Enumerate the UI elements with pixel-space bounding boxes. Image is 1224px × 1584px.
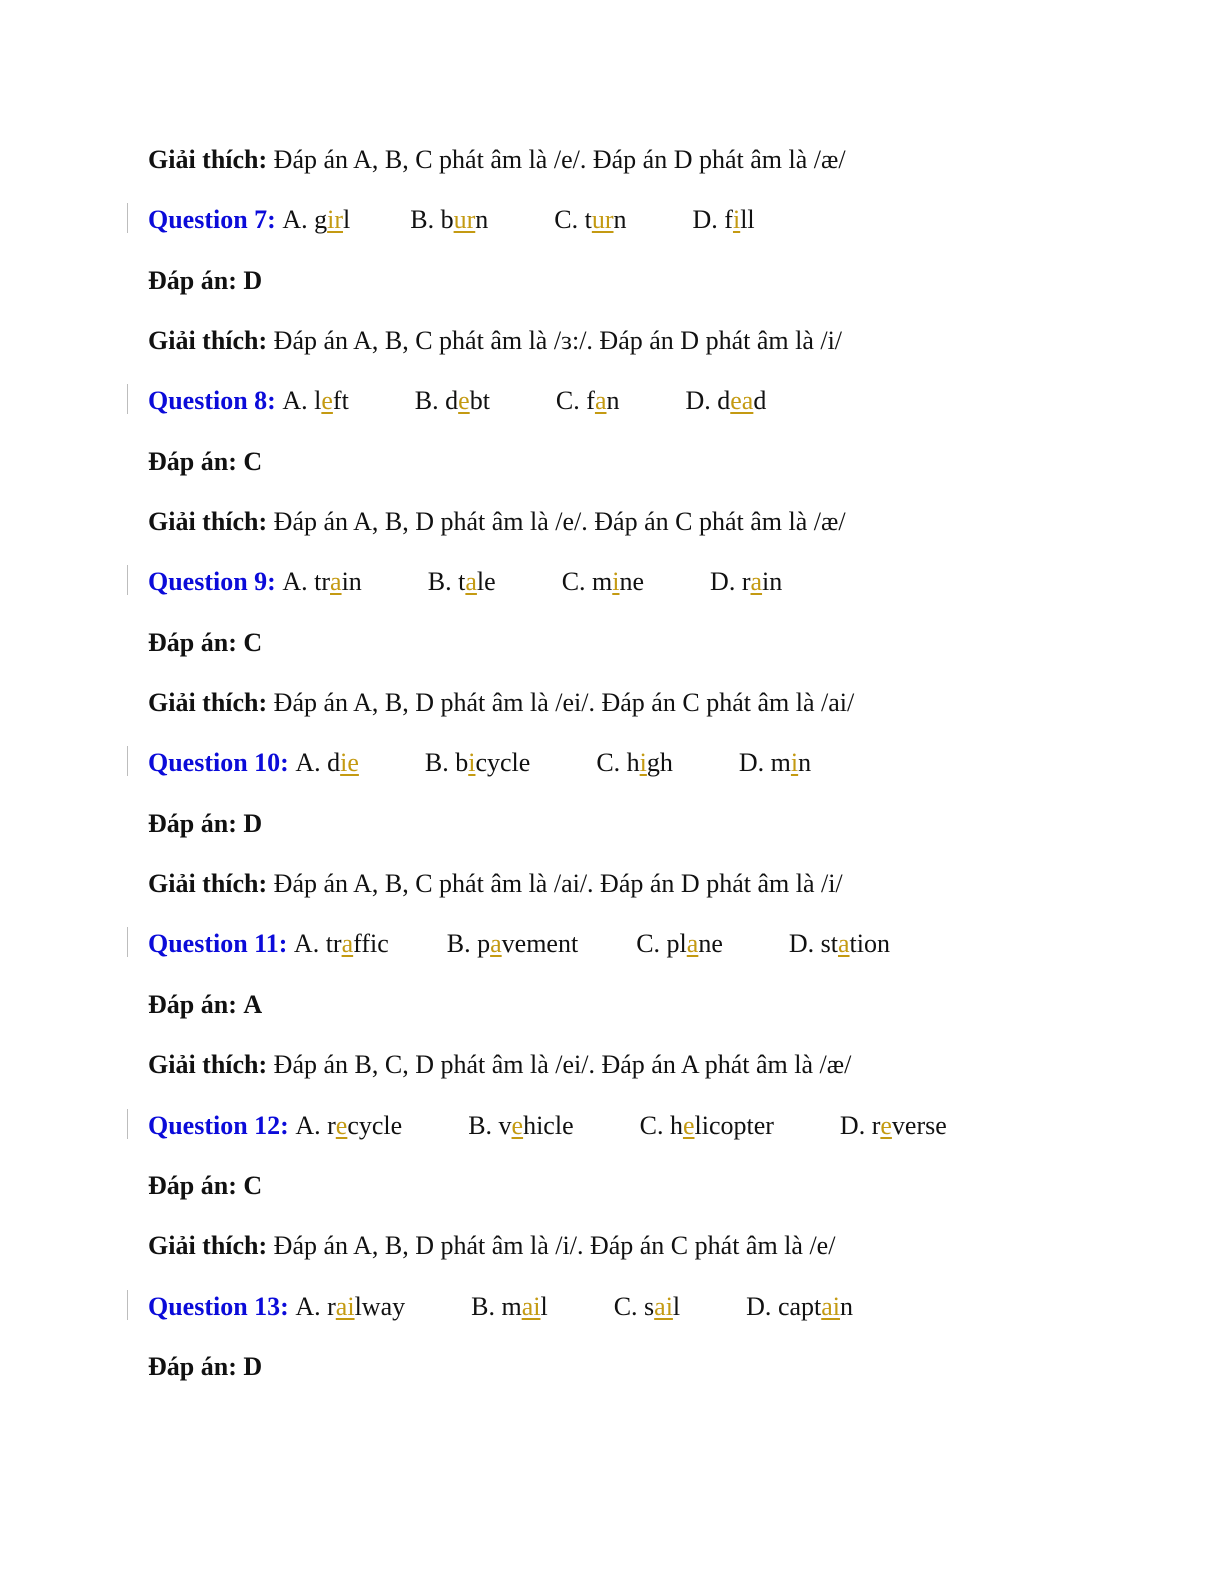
option-letter: A.: [282, 386, 308, 416]
option-letter: A.: [282, 567, 308, 597]
option-letter: C.: [554, 205, 579, 235]
option-a: [295, 743, 359, 783]
option-b: [471, 1287, 548, 1327]
question-line: [148, 1106, 1148, 1166]
word-part: f: [724, 205, 733, 235]
option-letter: B.: [414, 386, 439, 416]
option-a: [295, 1106, 402, 1146]
word-part: h: [669, 1110, 683, 1140]
option-letter: B.: [471, 1291, 495, 1321]
word-part: cycle: [347, 1110, 403, 1140]
option-letter: B.: [468, 1110, 493, 1140]
highlighted-sound: i: [468, 748, 476, 778]
highlighted-sound: i: [732, 205, 741, 235]
word-part: ft: [332, 386, 349, 416]
option-d: [746, 1287, 853, 1327]
option-c: [640, 1106, 774, 1146]
highlighted-sound: ai: [521, 1291, 541, 1321]
highlighted-sound: i: [639, 748, 647, 778]
answer-label: Đáp án:: [148, 627, 237, 657]
word-part: in: [341, 567, 362, 597]
option-a: [282, 381, 348, 421]
word-part: ne: [698, 929, 723, 959]
option-letter: B.: [410, 205, 435, 235]
option-b: [428, 562, 496, 602]
answer-value: D: [243, 265, 263, 295]
highlighted-sound: ur: [591, 205, 614, 235]
word-part: st: [820, 929, 838, 959]
option-a: [294, 924, 389, 964]
word-part: verse: [891, 1110, 947, 1140]
word-part: capt: [777, 1291, 822, 1321]
word-part: n: [606, 386, 620, 416]
option-c: [636, 924, 723, 964]
answer-label: Đáp án:: [148, 446, 237, 476]
highlighted-sound: ai: [821, 1291, 841, 1321]
answer-line: [148, 442, 1148, 502]
answer-label: Đáp án:: [148, 808, 237, 838]
word-part: tion: [849, 929, 890, 959]
option-a: [282, 562, 361, 602]
word-part: t: [584, 205, 592, 235]
option-letter: A.: [295, 1110, 321, 1140]
question-label: Question 9:: [148, 567, 276, 597]
answer-label: Đáp án:: [148, 1351, 237, 1381]
question-line: [148, 562, 1148, 622]
answer-line: [148, 985, 1148, 1045]
option-letter: C.: [639, 1110, 664, 1140]
option-letter: C.: [561, 567, 586, 597]
option-letter: D.: [692, 205, 718, 235]
explanation-line: [148, 864, 1148, 924]
word-part: s: [644, 1291, 655, 1321]
answer-value: C: [243, 627, 263, 657]
word-part: t: [458, 567, 466, 597]
document-page: [148, 140, 1148, 1407]
answer-value: C: [243, 446, 263, 476]
option-c: [596, 743, 673, 783]
option-letter: A.: [282, 205, 308, 235]
word-part: r: [741, 567, 751, 597]
question-label: Question 10:: [148, 748, 289, 778]
word-part: d: [327, 748, 341, 778]
option-b: [468, 1106, 573, 1146]
highlighted-sound: ie: [340, 748, 359, 778]
question-line: [148, 200, 1148, 260]
option-letter: C.: [636, 929, 661, 959]
answer-line: [148, 623, 1148, 683]
highlighted-sound: a: [686, 929, 699, 959]
word-part: d: [445, 386, 459, 416]
explanation-text: Đáp án B, C, D phát âm là /ei/. Đáp án A phát âm là /æ/: [273, 1050, 852, 1080]
highlighted-sound: a: [490, 929, 502, 959]
word-part: in: [762, 567, 783, 597]
explanation-label: Giải thích:: [148, 1050, 268, 1080]
explanation-text: Đáp án A, B, C phát âm là /ɜ:/. Đáp án D phát âm là /i/: [273, 326, 843, 356]
option-d: [789, 924, 890, 964]
highlighted-sound: a: [330, 567, 342, 597]
option-a: [282, 200, 350, 240]
word-part: f: [586, 386, 595, 416]
word-part: r: [871, 1110, 881, 1140]
word-part: pl: [666, 929, 687, 959]
word-part: vement: [501, 929, 579, 959]
option-letter: D.: [685, 386, 711, 416]
explanation-label: Giải thích:: [148, 145, 268, 174]
word-part: n: [475, 205, 489, 235]
explanation-text: Đáp án A, B, C phát âm là /ai/. Đáp án D phát âm là /i/: [273, 869, 843, 899]
explanation-line: [148, 321, 1148, 381]
word-part: n: [840, 1291, 854, 1321]
answer-label: Đáp án:: [148, 989, 237, 1019]
highlighted-sound: a: [341, 929, 354, 959]
answer-line: [148, 261, 1148, 321]
word-part: bt: [469, 386, 490, 416]
highlighted-sound: ea: [730, 386, 754, 416]
option-letter: B.: [424, 748, 449, 778]
answer-value: D: [243, 808, 263, 838]
explanation-line: [148, 683, 1148, 743]
option-letter: D.: [839, 1110, 866, 1140]
option-letter: D.: [738, 748, 765, 778]
question-label: Question 7:: [148, 205, 276, 235]
highlighted-sound: ir: [327, 205, 344, 235]
highlighted-sound: a: [465, 567, 477, 597]
word-part: m: [592, 567, 613, 597]
option-d: [840, 1106, 947, 1146]
option-b: [415, 381, 490, 421]
word-part: l: [540, 1291, 548, 1321]
word-part: ll: [740, 205, 755, 235]
option-letter: D.: [710, 567, 736, 597]
word-part: h: [626, 748, 640, 778]
highlighted-sound: a: [837, 929, 850, 959]
answer-value: A: [243, 989, 263, 1019]
word-part: hicle: [523, 1110, 574, 1140]
option-c: [554, 200, 626, 240]
word-part: n: [798, 748, 812, 778]
word-part: tr: [325, 929, 342, 959]
question-line: [148, 381, 1148, 441]
option-letter: C.: [555, 386, 580, 416]
highlighted-sound: e: [335, 1110, 348, 1140]
option-letter: B.: [446, 929, 471, 959]
word-part: n: [613, 205, 627, 235]
explanation-label: Giải thích:: [148, 869, 268, 899]
option-letter: A.: [295, 748, 321, 778]
highlighted-sound: ai: [335, 1291, 355, 1321]
option-letter: D.: [746, 1291, 772, 1321]
explanation-line: [148, 140, 1148, 200]
option-a: [295, 1287, 405, 1327]
question-label: Question 13:: [148, 1291, 289, 1321]
word-part: l: [314, 386, 322, 416]
answer-label: Đáp án:: [148, 1170, 237, 1200]
highlighted-sound: i: [612, 567, 620, 597]
option-b: [447, 924, 578, 964]
option-c: [556, 381, 620, 421]
word-part: b: [455, 748, 469, 778]
word-part: p: [477, 929, 491, 959]
answer-line: [148, 804, 1148, 864]
word-part: r: [327, 1291, 336, 1321]
question-label: Question 12:: [148, 1110, 289, 1140]
word-part: d: [717, 386, 731, 416]
option-b: [410, 200, 488, 240]
answer-line: [148, 1166, 1148, 1226]
question-line: [148, 1287, 1148, 1347]
explanation-label: Giải thích:: [148, 326, 268, 356]
answer-value: D: [243, 1351, 263, 1381]
word-part: tr: [314, 567, 331, 597]
explanation-line: [148, 1045, 1148, 1105]
word-part: cycle: [475, 748, 531, 778]
word-part: d: [753, 386, 767, 416]
option-letter: C.: [613, 1291, 638, 1321]
question-label: Question 11:: [148, 929, 288, 959]
highlighted-sound: ur: [453, 205, 476, 235]
explanation-text: Đáp án A, B, D phát âm là /i/. Đáp án C phát âm là /e/: [273, 1231, 836, 1261]
word-part: r: [327, 1110, 336, 1140]
word-part: ne: [619, 567, 645, 597]
highlighted-sound: e: [458, 386, 470, 416]
explanation-label: Giải thích:: [148, 507, 268, 537]
option-d: [693, 200, 755, 240]
option-c: [614, 1287, 680, 1327]
explanation-label: Giải thích:: [148, 688, 268, 718]
option-c: [562, 562, 644, 602]
option-d: [685, 381, 766, 421]
word-part: lway: [354, 1291, 406, 1321]
option-letter: A.: [295, 1291, 321, 1321]
highlighted-sound: e: [321, 386, 333, 416]
highlighted-sound: e: [880, 1110, 892, 1140]
word-part: ffic: [353, 929, 389, 959]
explanation-text: Đáp án A, B, D phát âm là /ei/. Đáp án C phát âm là /ai/: [273, 688, 855, 718]
question-line: [148, 743, 1148, 803]
word-part: g: [314, 205, 328, 235]
word-part: m: [770, 748, 791, 778]
explanation-line: [148, 1226, 1148, 1286]
word-part: v: [498, 1110, 512, 1140]
option-letter: A.: [293, 929, 320, 959]
answer-label: Đáp án:: [148, 265, 237, 295]
highlighted-sound: a: [750, 567, 763, 597]
question-label: Question 8:: [148, 386, 276, 416]
highlighted-sound: e: [682, 1110, 695, 1140]
word-part: l: [672, 1291, 681, 1321]
option-letter: D.: [788, 929, 815, 959]
option-letter: C.: [596, 748, 621, 778]
question-line: [148, 924, 1148, 984]
word-part: m: [501, 1291, 522, 1321]
answer-line: [148, 1347, 1148, 1407]
highlighted-sound: i: [790, 748, 799, 778]
explanation-text: Đáp án A, B, C phát âm là /e/. Đáp án D phát âm là /æ/: [273, 145, 846, 174]
word-part: gh: [646, 748, 673, 778]
word-part: le: [476, 567, 496, 597]
option-b: [425, 743, 530, 783]
answer-value: C: [243, 1170, 263, 1200]
option-letter: B.: [427, 567, 452, 597]
highlighted-sound: e: [511, 1110, 524, 1140]
word-part: l: [343, 205, 351, 235]
highlighted-sound: ai: [654, 1291, 673, 1321]
option-d: [710, 562, 782, 602]
highlighted-sound: a: [594, 386, 607, 416]
explanation-text: Đáp án A, B, D phát âm là /e/. Đáp án C phát âm là /æ/: [273, 507, 846, 537]
word-part: licopter: [694, 1110, 774, 1140]
explanation-line: [148, 502, 1148, 562]
explanation-label: Giải thích:: [148, 1231, 268, 1261]
question-list: [148, 200, 1148, 1407]
option-d: [739, 743, 811, 783]
word-part: b: [440, 205, 454, 235]
